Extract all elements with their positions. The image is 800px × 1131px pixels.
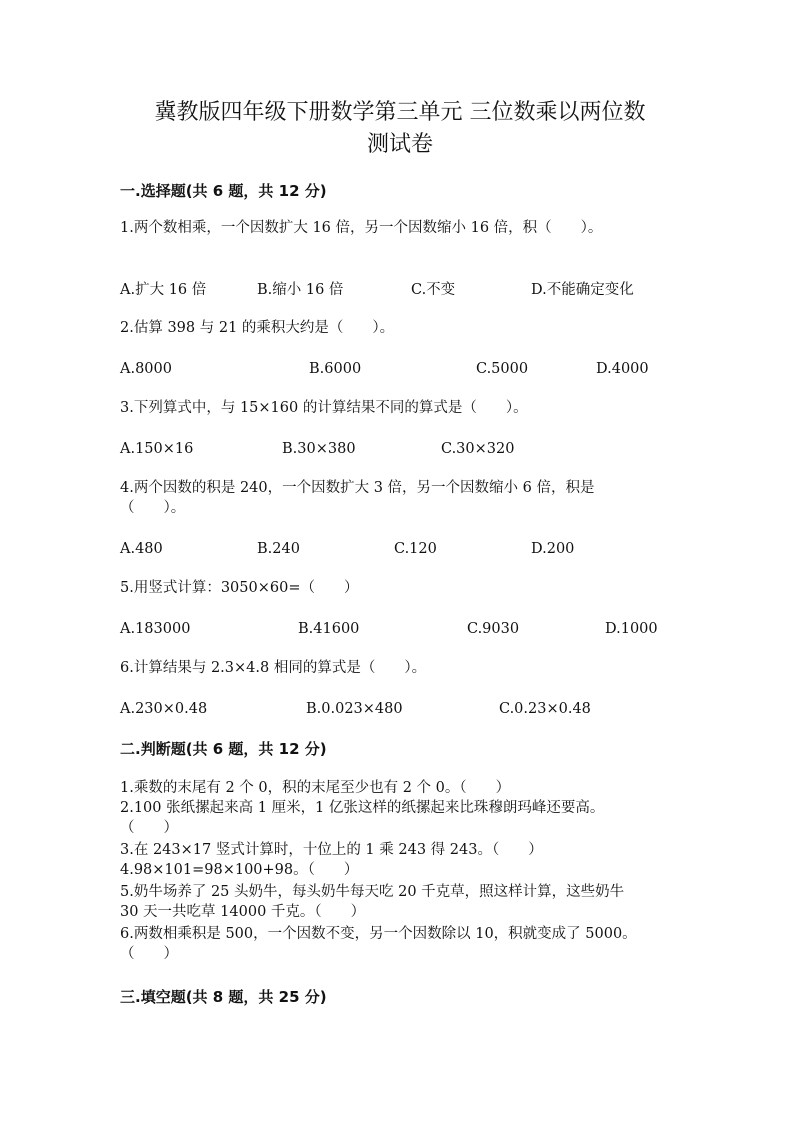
question-2-text: 2.估算 398 与 21 的乘积大约是（ ）。: [120, 320, 395, 336]
q2-option-b[interactable]: B.6000: [309, 361, 362, 377]
q6-option-b[interactable]: B.0.023×480: [306, 701, 403, 717]
question-1-text: 1.两个数相乘，一个因数扩大 16 倍，另一个因数缩小 16 倍，积（ ）。: [120, 220, 603, 236]
q6-option-a[interactable]: A.230×0.48: [120, 701, 208, 717]
q5-option-a[interactable]: A.183000: [120, 621, 191, 637]
q1-option-a[interactable]: A.扩大 16 倍: [120, 282, 207, 298]
judge-line-1: 1.乘数的末尾有 2 个 0，积的末尾至少也有 2 个 0。（ ）: [120, 780, 511, 796]
q6-option-c[interactable]: C.0.23×0.48: [499, 701, 591, 717]
judge-line-8: 6.两数相乘积是 500，一个因数不变，另一个因数除以 10，积就变成了 5000。: [120, 926, 637, 942]
q1-option-d[interactable]: D.不能确定变化: [531, 282, 634, 298]
q4-option-d[interactable]: D.200: [531, 541, 575, 557]
question-5-text: 5.用竖式计算：3050×60=（ ）: [120, 580, 359, 596]
section-heading-choice: 一.选择题(共 6 题，共 12 分): [120, 182, 327, 200]
q3-option-c[interactable]: C.30×320: [441, 441, 515, 457]
page-title-line2: 测试卷: [366, 132, 433, 157]
q2-option-d[interactable]: D.4000: [596, 361, 649, 377]
q2-option-c[interactable]: C.5000: [476, 361, 529, 377]
judge-line-7: 30 天一共吃草 14000 千克。（ ）: [120, 904, 366, 920]
question-6-text: 6.计算结果与 2.3×4.8 相同的算式是（ ）。: [120, 660, 427, 676]
q4-option-a[interactable]: A.480: [120, 541, 163, 557]
q3-option-b[interactable]: B.30×380: [282, 441, 356, 457]
q3-option-a[interactable]: A.150×16: [120, 441, 194, 457]
judge-line-2: 2.100 张纸摞起来高 1 厘米，1 亿张这样的纸摞起来比珠穆朗玛峰还要高。: [120, 800, 605, 816]
q1-option-c[interactable]: C.不变: [411, 282, 456, 298]
section-heading-judge: 二.判断题(共 6 题，共 12 分): [120, 740, 327, 758]
q5-option-c[interactable]: C.9030: [467, 621, 520, 637]
q5-option-b[interactable]: B.41600: [298, 621, 360, 637]
q4-option-b[interactable]: B.240: [257, 541, 300, 557]
judge-line-4: 3.在 243×17 竖式计算时，十位上的 1 乘 243 得 243。（ ）: [120, 842, 543, 858]
q4-option-c[interactable]: C.120: [394, 541, 437, 557]
judge-line-5: 4.98×101=98×100+98。（ ）: [120, 862, 359, 878]
section-heading-fill: 三.填空题(共 8 题，共 25 分): [120, 988, 327, 1006]
judge-line-3: （ ）: [120, 820, 178, 836]
q5-option-d[interactable]: D.1000: [605, 621, 658, 637]
question-4-text-line2: （ ）。: [120, 500, 186, 516]
q1-option-b[interactable]: B.缩小 16 倍: [257, 282, 344, 298]
q2-option-a[interactable]: A.8000: [120, 361, 172, 377]
question-3-text: 3.下列算式中，与 15×160 的计算结果不同的算式是（ ）。: [120, 400, 528, 416]
judge-line-6: 5.奶牛场养了 25 头奶牛，每头奶牛每天吃 20 千克草，照这样计算，这些奶牛: [120, 884, 625, 900]
question-4-text-line1: 4.两个因数的积是 240，一个因数扩大 3 倍，另一个因数缩小 6 倍，积是: [120, 480, 595, 496]
judge-line-9: （ ）: [120, 946, 178, 962]
page-title-line1: 冀教版四年级下册数学第三单元 三位数乘以两位数: [154, 100, 646, 125]
